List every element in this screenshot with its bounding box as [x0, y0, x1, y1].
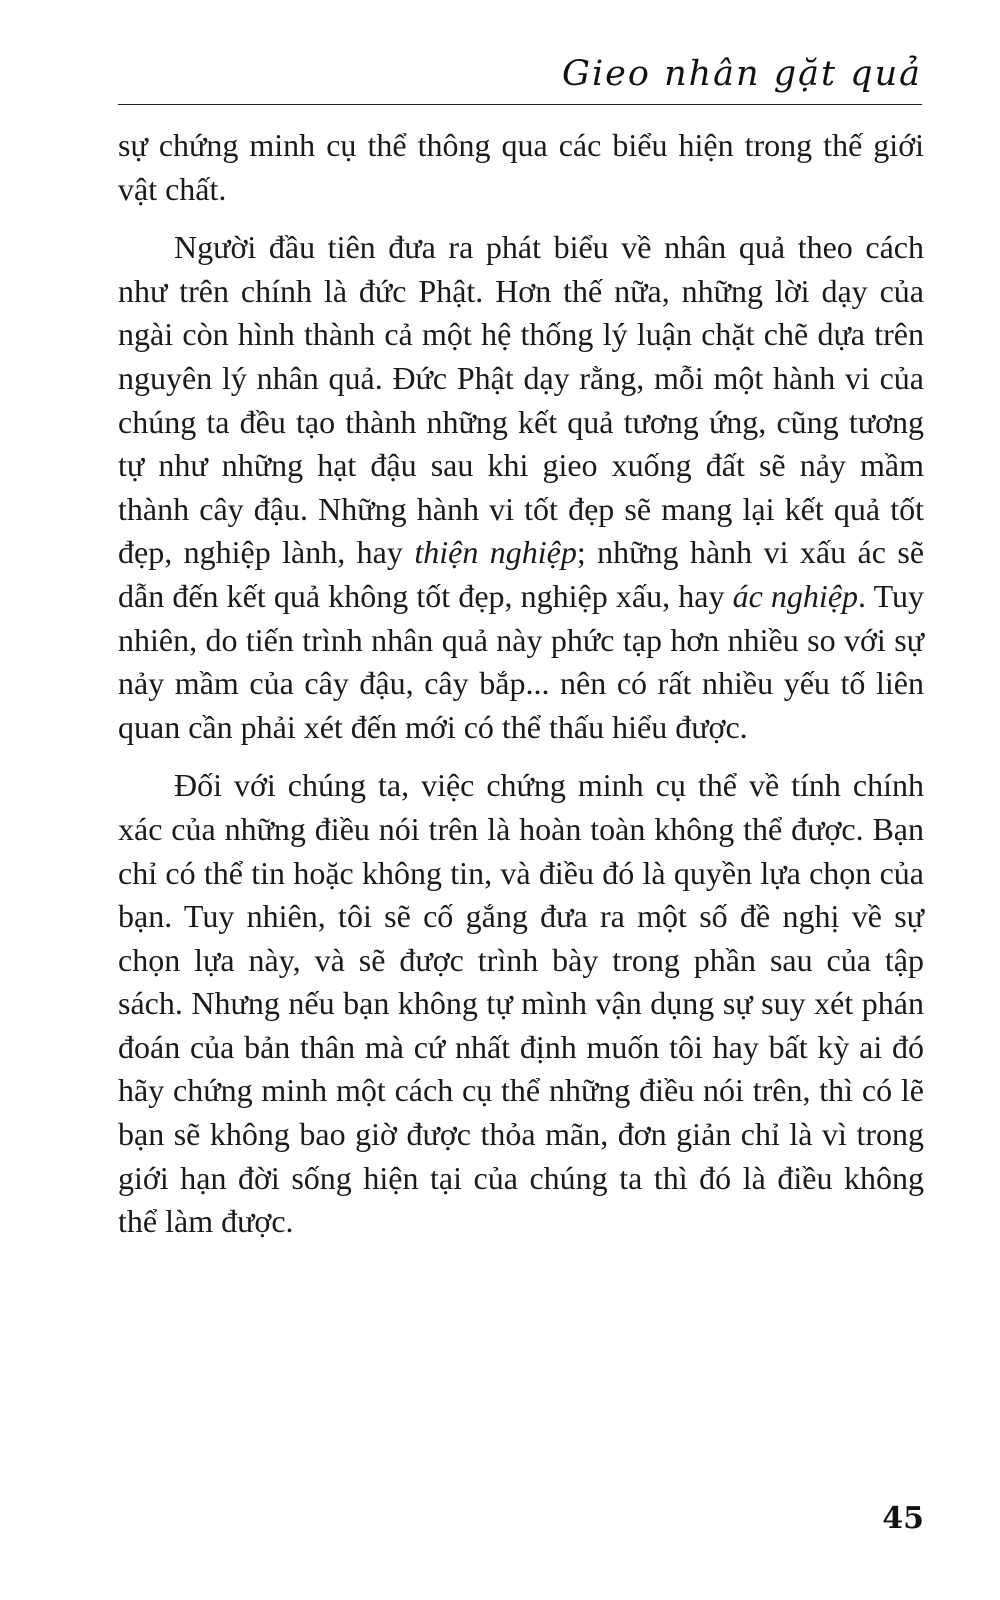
paragraph-continuation: sự chứng minh cụ thể thông qua các biểu hiện trong thế giới vật chất. — [118, 127, 924, 207]
italic-term-bad-karma: ác nghiệp — [732, 577, 859, 614]
italic-term-good-karma: thiện nghiệp — [414, 534, 577, 571]
page-number: 45 — [882, 1501, 924, 1536]
body-text — [118, 124, 924, 1244]
running-title: Gieo nhân gặt quả — [562, 54, 922, 94]
paragraph-text: ; những hành vi xấu ác sẽ dẫn đến kết quả không tốt đẹp, nghiệp xấu, hay — [118, 534, 925, 614]
paragraph-proof: Đối với chúng ta, việc chứng minh cụ thể về tính chính xác của những điều nói trên là hoàn toàn không thể được. Bạn chỉ có thể tin hoặc không tin, và điều đó là quyền lựa chọn của bạn. Tuy nhiên, tôi sẽ cố gắng đưa ra một số đề nghị về sự chọn lựa này, và sẽ được trình bày trong phần sau của tập sách. Nhưng nếu bạn không tự mình vận dụng sự suy xét phán đoán của bản thân mà cứ nhất định muốn tôi hay bất kỳ ai đó hãy chứng minh một cách cụ thể những điều nói trên, thì có lẽ bạn sẽ không bao giờ được thỏa mãn, đơn giản chỉ là vì trong giới hạn đời sống hiện tại của chúng ta thì đó là điều không thể làm được. — [118, 767, 924, 1240]
running-header — [118, 52, 922, 105]
paragraph-buddha-teaching — [118, 226, 924, 749]
paragraph-text: Người đầu tiên đưa ra phát biểu về nhân quả theo cách như trên chính là đức Phật. Hơn thế nữa, những lời dạy của ngài còn hình thành cả một hệ thống lý luận chặt chẽ dựa trên nguyên lý nhân quả. Đức Phật dạy rằng, mỗi một hành vi của chúng ta đều tạo thành những kết quả tương ứng, cũng tương tự như những hạt đậu sau khi gieo xuống đất sẽ nảy mầm thành cây đậu. Những hành vi tốt đẹp sẽ mang lại kết quả tốt đẹp, nghiệp lành, hay — [118, 229, 924, 571]
paragraph-text: . Tuy nhiên, do tiến trình nhân quả này phức tạp hơn nhiều so với sự nảy mầm của cây đậu, cây bắp... nên có rất nhiều yếu tố liên quan cần phải xét đến mới có thể thấu hiểu được. — [118, 577, 925, 745]
